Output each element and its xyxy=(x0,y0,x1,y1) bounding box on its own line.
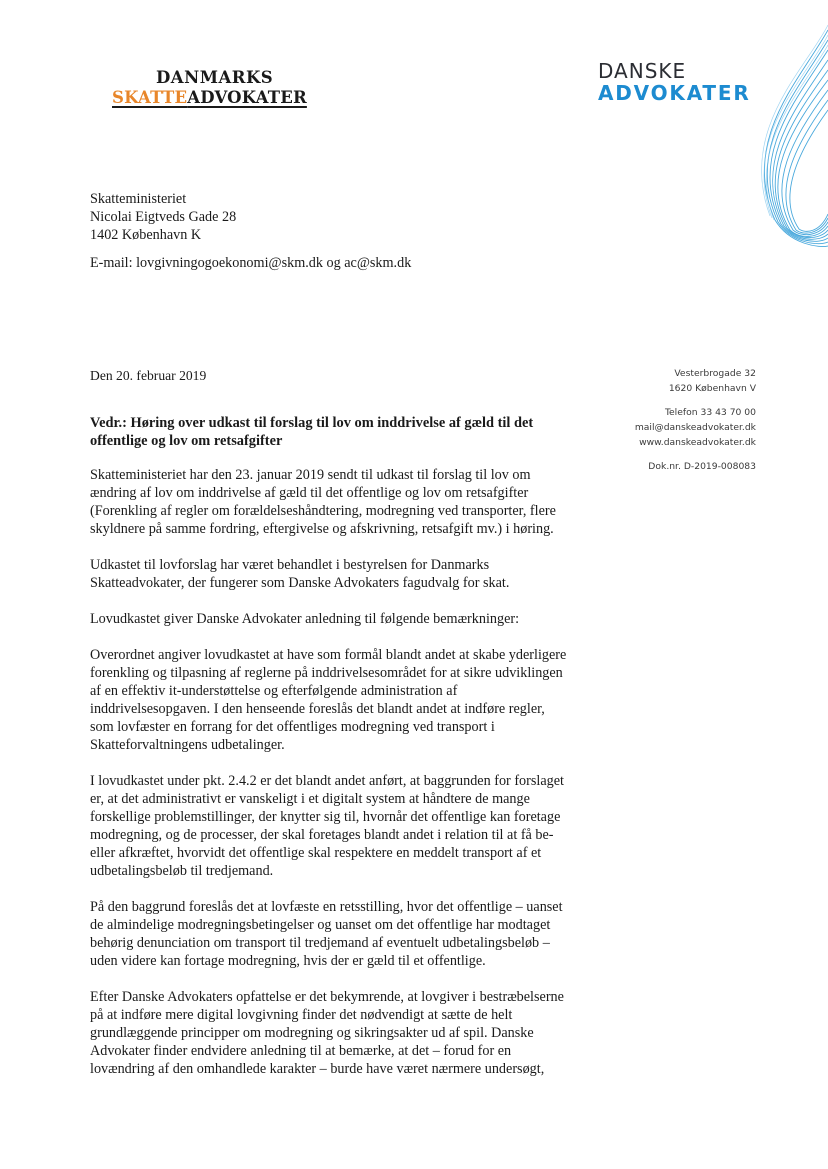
paragraph-line: modregning, og de processer, der skal foretages blandt andet i relation til at få be- xyxy=(90,827,554,843)
subject-line-2: offentlige og lov om retsafgifter xyxy=(90,433,283,449)
sender-mail: mail@danskeadvokater.dk xyxy=(634,422,756,433)
sender-city: 1620 København V xyxy=(668,383,756,394)
paragraph-line: på at indføre mere digital lovgivning finder det nødvendigt at sætte de helt xyxy=(90,1007,513,1023)
subject-heading xyxy=(90,414,610,450)
logo-right-line1: DANSKE xyxy=(598,59,687,83)
logo-left-line2 xyxy=(112,88,307,107)
sender-phone: Telefon 33 43 70 00 xyxy=(664,407,756,418)
sender-web: www.danskeadvokater.dk xyxy=(639,437,756,448)
recipient-city: 1402 København K xyxy=(90,227,202,243)
paragraph-line: På den baggrund foreslås det at lovfæste en retsstilling, hvor det offentlige – uanset xyxy=(90,899,563,915)
paragraph-line: udbetalingsbeløb til tredjemand. xyxy=(90,863,274,879)
body-paragraph xyxy=(90,466,610,538)
danmarks-skatteadvokater-logo xyxy=(112,68,322,116)
paragraph-line: Skatteadvokater, der fungerer som Danske Advokaters fagudvalg for skat. xyxy=(90,575,510,591)
paragraph-line: inddrivelsesopgaven. I den henseende foreslås det blandt andet at indføre regler, xyxy=(90,701,545,717)
email-line: E-mail: lovgivningogoekonomi@skm.dk og ac@skm.dk xyxy=(90,255,412,271)
paragraph-line: ændring af lov om inddrivelse af gæld til det offentlige og lov om retsafgifter xyxy=(90,485,529,501)
paragraph-line: Skatteministeriet har den 23. januar 2019 sendt til udkast til forslag til lov om xyxy=(90,467,531,483)
logo-left-prefix: SKATTE xyxy=(112,88,188,107)
paragraph-line: Advokater finder endvidere anledning til at bemærke, at det – forud for en xyxy=(90,1043,512,1059)
paragraph-line: er, at det administrativt er vanskeligt i et digitalt system at håndtere de mange xyxy=(90,791,530,807)
paragraph-line: Udkastet til lovforslag har været behandlet i bestyrelsen for Danmarks xyxy=(90,557,490,573)
logo-right-line2: ADVOKATER xyxy=(598,81,751,105)
paragraph-line: som lovfæster en forrang for det offentliges modregning ved transport i xyxy=(90,719,495,735)
logo-left-suffix: ADVOKATER xyxy=(187,88,307,107)
body-paragraph xyxy=(90,898,610,970)
paragraph-line: af en effektiv it-understøttelse og efterfølgende administration af xyxy=(90,683,458,699)
paragraph-line: Overordnet angiver lovudkastet at have som formål blandt andet at skabe yderligere xyxy=(90,647,567,663)
paragraph-line: de almindelige modregningsbetingelser og uanset om det offentlige har modtaget xyxy=(90,917,551,933)
paragraph-line: skyldnere på samme fordring, eftergivelse og afskrivning, retsafgift mv.) i høring. xyxy=(90,521,554,537)
paragraph-line: Skatteforvaltningens udbetalinger. xyxy=(90,737,285,753)
paragraph-line: forskellige problemstillinger, der knytter sig til, hvornår det offentlige kan foretage xyxy=(90,809,561,825)
paragraph-line: Efter Danske Advokaters opfattelse er det bekymrende, at lovgiver i bestræbelserne xyxy=(90,989,564,1005)
recipient-address xyxy=(90,190,236,244)
sender-contact xyxy=(635,405,756,450)
paragraph-line: grundlæggende principper om modregning og sikringsakter ud af spil. Danske xyxy=(90,1025,534,1041)
sender-street: Vesterbrogade 32 xyxy=(674,368,756,379)
paragraph-line: forenkling og tilpasning af reglerne på inddrivelsesområdet for at sikre udviklingen xyxy=(90,665,563,681)
body-paragraph xyxy=(90,646,610,754)
sender-address xyxy=(669,366,756,396)
letter-body xyxy=(90,466,610,1096)
subject-line-1: Vedr.: Høring over udkast til forslag til lov om inddrivelse af gæld til det xyxy=(90,415,534,431)
recipient-name: Skatteministeriet xyxy=(90,191,187,207)
paragraph-line: Lovudkastet giver Danske Advokater anledning til følgende bemærkninger: xyxy=(90,611,520,627)
body-paragraph xyxy=(90,610,610,628)
paragraph-line: behørig denunciation om transport til tredjemand af eventuelt udbetalingsbeløb – xyxy=(90,935,550,951)
body-paragraph xyxy=(90,772,610,880)
danske-advokater-logo xyxy=(598,60,751,104)
paragraph-line: lovændring af den omhandlede karakter – burde have været nærmere undersøgt, xyxy=(90,1061,545,1077)
paragraph-line: I lovudkastet under pkt. 2.4.2 er det blandt andet anført, at baggrunden for forslaget xyxy=(90,773,564,789)
body-paragraph xyxy=(90,988,610,1078)
date-line: Den 20. februar 2019 xyxy=(90,368,207,383)
document-number: Dok.nr. D-2019-008083 xyxy=(648,461,756,472)
logo-left-line1: DANMARKS xyxy=(156,68,274,87)
recipient-street: Nicolai Eigtveds Gade 28 xyxy=(90,209,237,225)
paragraph-line: eller afkræftet, hvorvidt det offentlige skal respektere en meddelt transport af et xyxy=(90,845,542,861)
paragraph-line: (Forenkling af regler om forældelseshåndtering, modregning ved transporter, flere xyxy=(90,503,556,519)
paragraph-line: uden videre kan fortage modregning, hvis der er gæld til et offentlige. xyxy=(90,953,486,969)
swoosh-graphic-icon xyxy=(680,20,828,250)
body-paragraph xyxy=(90,556,610,592)
